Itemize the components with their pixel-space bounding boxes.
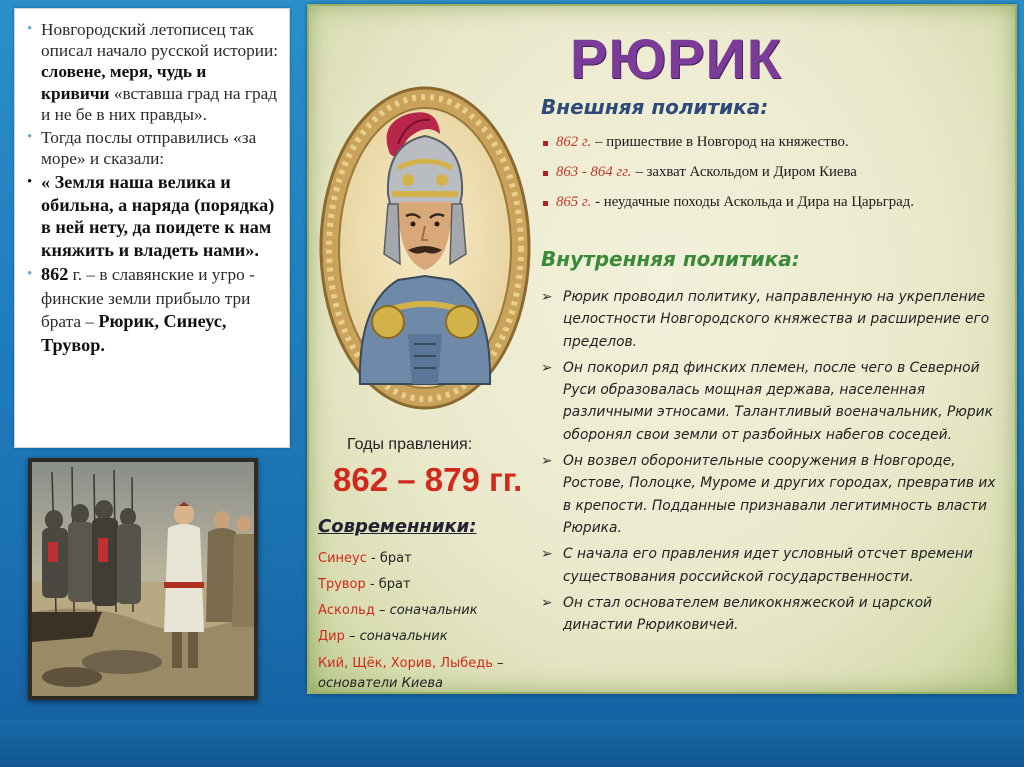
person-name: Синеус	[318, 551, 367, 566]
person-role: брат	[378, 577, 411, 592]
event-year: 862 г.	[556, 134, 592, 150]
internal-policy-heading: Внутренняя политика:	[541, 247, 800, 271]
portrait-frame	[318, 84, 532, 412]
list-item	[541, 164, 1006, 188]
brothers-paragraph	[27, 263, 279, 356]
separator: –	[374, 603, 390, 618]
square-bullet-icon	[543, 201, 548, 206]
list-item	[541, 450, 997, 539]
list-item	[541, 592, 997, 637]
list-item	[318, 654, 518, 694]
square-bullet-icon	[543, 141, 548, 146]
page-title: РЮРИК	[570, 27, 782, 90]
arrival-painting	[28, 458, 258, 700]
intro-quote: «вставша град на град и не бе в них правды».	[41, 83, 278, 124]
arrow-bullet-icon: ➢	[541, 359, 553, 376]
rurik-portrait	[318, 84, 532, 412]
list-item	[318, 546, 518, 572]
person-name: Дир	[318, 629, 345, 644]
event-year: 865 г.	[556, 194, 592, 210]
policy-text: С начала его правления идет условный отсчет времени существования российской государственности.	[563, 546, 973, 585]
painting-image	[32, 462, 254, 696]
person-role: основатели Киева	[318, 676, 443, 691]
person-name: Аскольд	[318, 603, 375, 618]
envoys-text: Тогда послы отправились «за море» и сказали:	[41, 128, 257, 169]
person-role: соначальник	[359, 629, 448, 644]
separator: -	[365, 577, 379, 592]
list-item	[318, 598, 518, 624]
policy-text: Он стал основателем великокняжеской и царской династии Рюриковичей.	[563, 594, 932, 634]
list-item	[541, 543, 997, 588]
external-policy-heading: Внешняя политика:	[541, 95, 769, 119]
arrow-bullet-icon: ➢	[541, 453, 553, 470]
brothers-names: Рюрик, Синеус, Трувор.	[41, 311, 227, 355]
separator: –	[492, 656, 504, 671]
contemporaries-heading	[318, 516, 477, 537]
external-policy-list	[541, 134, 1006, 224]
separator: –	[344, 629, 360, 644]
list-item	[541, 134, 1006, 158]
list-item	[541, 357, 997, 446]
list-item	[541, 194, 1006, 218]
reign-label: Годы правления:	[347, 436, 473, 453]
event-text: – захват Аскольдом и Диром Киева	[635, 164, 857, 180]
intro-paragraph	[27, 19, 279, 125]
list-item	[318, 624, 518, 650]
arrow-bullet-icon: ➢	[541, 546, 553, 563]
quote-text: « Земля наша велика и обильна, а наряда (порядка) в ней нету, да поидете к нам княжить и владеть нами».	[41, 172, 275, 260]
event-text: – пришествие в Новгород на княжество.	[595, 134, 849, 150]
list-item	[541, 286, 997, 353]
contemporaries-list	[318, 546, 518, 694]
arrow-bullet-icon: ➢	[541, 594, 553, 611]
contemporaries-heading-text: Современники:	[318, 516, 477, 537]
person-role: брат	[379, 551, 412, 566]
brothers-year: 862	[41, 264, 69, 285]
policy-text: Он возвел оборонительные сооружения в Новгороде, Ростове, Полоцке, Муроме и других городах, превратив их в крепости. Подданные признавали легитимность власти Рюрика.	[563, 453, 996, 536]
brothers-text: г. – в славянские и угро - финские земли прибыло три брата –	[41, 265, 255, 332]
bullet-icon: •	[27, 266, 33, 283]
event-year: 863 - 864 гг.	[556, 164, 632, 180]
square-bullet-icon	[543, 171, 548, 176]
bullet-icon: •	[27, 21, 33, 37]
person-name: Кий, Щёк, Хорив, Лыбедь	[318, 656, 493, 671]
policy-text: Он покорил ряд финских племен, после чего в Северной Руси образовалась мощная держава, населенная различными этносами. Талантливый военачальник, Рюрик оборонял свои земли от разбойных набегов соседей.	[563, 359, 993, 443]
intro-text-panel	[14, 8, 290, 448]
arrow-bullet-icon: ➢	[541, 289, 553, 305]
policy-text: Рюрик проводил политику, направленную на укрепление целостности Новгородского княжества и расширение его пределов.	[563, 289, 990, 350]
person-name: Трувор	[318, 577, 366, 592]
person-role: соначальник	[389, 603, 478, 618]
intro-text: Новгородский летописец так описал начало русской истории:	[41, 20, 279, 61]
bullet-icon: •	[27, 129, 33, 146]
envoys-paragraph	[27, 127, 279, 169]
bullet-icon: •	[27, 174, 33, 191]
separator: -	[366, 551, 380, 566]
reign-years: 862 – 879 гг.	[333, 461, 523, 498]
intro-tribes: словене, меря, чудь и кривичи	[41, 62, 207, 103]
list-item	[318, 572, 518, 598]
internal-policy-list	[541, 286, 997, 640]
background-band	[0, 720, 1024, 767]
quote-paragraph	[27, 171, 279, 261]
event-text: - неудачные походы Аскольда и Дира на Царьград.	[595, 194, 914, 210]
